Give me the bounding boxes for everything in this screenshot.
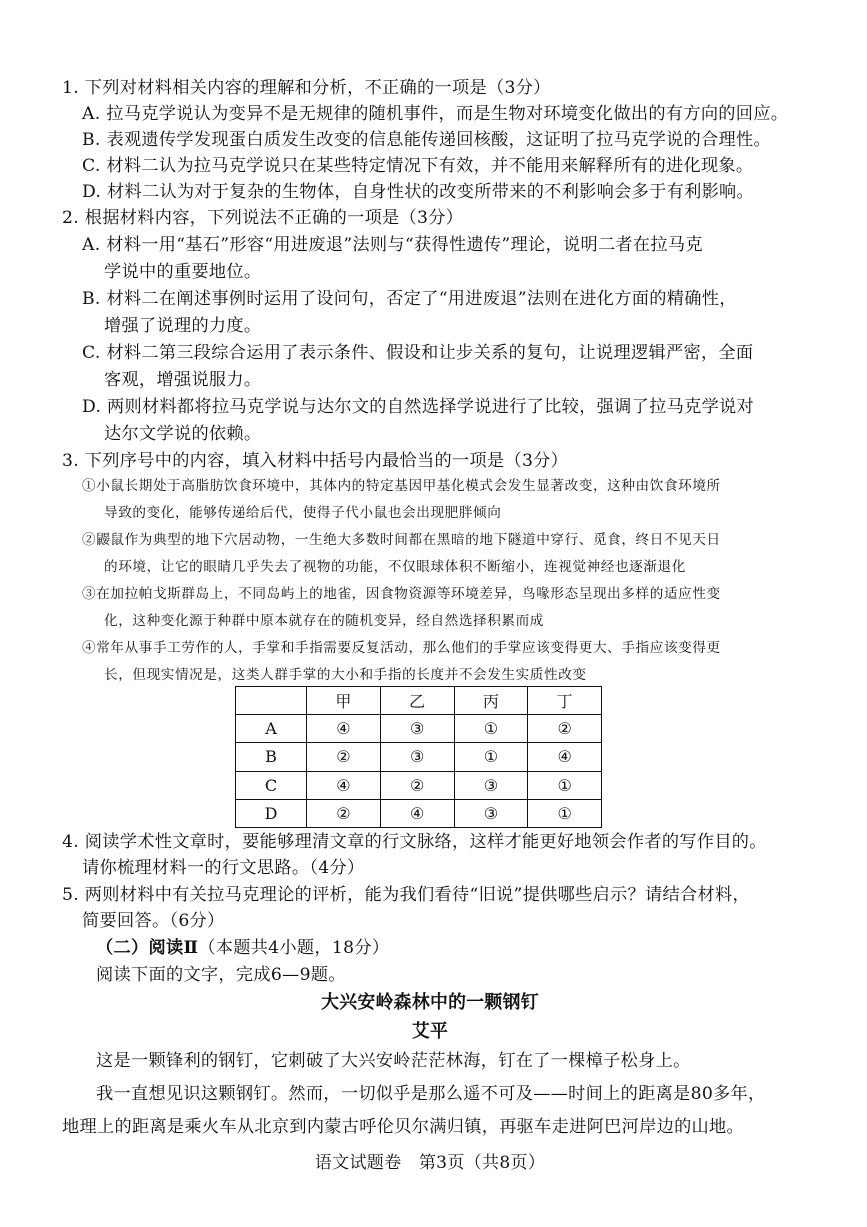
table-row bbox=[236, 771, 602, 799]
q2-option-d-line2: 达尔文学说的依赖。 bbox=[104, 424, 262, 444]
q1-option-c: C. 材料二认为拉马克学说只在某些特定情况下有效，并不能用来解释所有的进化现象。 bbox=[82, 156, 754, 176]
table-header-cell: 乙 bbox=[380, 687, 454, 715]
q4-line1: 4. 阅读学术性文章时，要能够理清文章的行文脉络，这样才能更好地领会作者的写作目的。 bbox=[62, 832, 767, 852]
q1-option-d: D. 材料二认为对于复杂的生物体，自身性状的改变所带来的不利影响会多于有利影响。 bbox=[82, 182, 755, 202]
table-cell: ① bbox=[454, 743, 528, 771]
table-cell: ④ bbox=[528, 743, 602, 771]
section-instruction: 阅读下面的文字，完成6—9题。 bbox=[96, 965, 346, 985]
article-paragraph-1: 这是一颗锋利的钢钉，它刺破了大兴安岭茫茫林海，钉在了一棵樟子松身上。 bbox=[96, 1051, 691, 1071]
article-title: 大兴安岭森林中的一颗钢钉 bbox=[321, 992, 539, 1013]
table-cell: ① bbox=[454, 715, 528, 743]
q5-line2: 简要回答。（6分） bbox=[82, 911, 225, 931]
q3-item1-line1: ①小鼠长期处于高脂肪饮食环境中，其体内的特定基因甲基化模式会发生显著改变，这种由饮食环境所 bbox=[82, 478, 721, 494]
q3-item3-line2: 化，这种变化源于种群中原本就存在的随机变异，经自然选择积累而成 bbox=[104, 613, 545, 629]
q2-option-a-line2: 学说中的重要地位。 bbox=[104, 262, 262, 282]
q2-option-c-line2: 客观，增强说服力。 bbox=[104, 370, 262, 390]
q2-stem: 2. 根据材料内容，下列说法不正确的一项是（3分） bbox=[62, 208, 464, 228]
q1-stem: 1. 下列对材料相关内容的理解和分析，不正确的一项是（3分） bbox=[62, 78, 551, 98]
q1-option-b: B. 表观遗传学发现蛋白质发生改变的信息能传递回核酸，这证明了拉马克学说的合理性。 bbox=[82, 130, 771, 150]
q2-option-b-line2: 增强了说理的力度。 bbox=[104, 316, 262, 336]
q2-option-a-line1: A. 材料一用“基石”形容“用进废退”法则与“获得性遗传”理论，说明二者在拉马克 bbox=[82, 235, 703, 255]
q5-line1: 5. 两则材料中有关拉马克理论的评析，能为我们看待“旧说”提供哪些启示？请结合材料， bbox=[62, 885, 750, 905]
table-header-cell: 丁 bbox=[528, 687, 602, 715]
table-cell: ① bbox=[528, 799, 602, 827]
table-cell: ③ bbox=[380, 715, 454, 743]
q3-item2-line1: ②鼹鼠作为典型的地下穴居动物，一生绝大多数时间都在黑暗的地下隧道中穿行、觅食，终日不见天日 bbox=[82, 532, 721, 548]
table-header-row bbox=[236, 687, 602, 715]
page-footer: 语文试题卷 第3页（共8页） bbox=[314, 1153, 546, 1173]
answer-table bbox=[235, 686, 602, 828]
table-corner-cell bbox=[236, 687, 307, 715]
q3-stem: 3. 下列序号中的内容，填入材料中括号内最恰当的一项是（3分） bbox=[62, 451, 569, 471]
table-cell: ④ bbox=[307, 715, 381, 743]
table-header-cell: 丙 bbox=[454, 687, 528, 715]
q3-item1-line2: 导致的变化，能够传递给后代，使得子代小鼠也会出现肥胖倾向 bbox=[104, 505, 502, 521]
table-cell: ② bbox=[528, 715, 602, 743]
section-heading bbox=[96, 937, 389, 959]
table-row-label: A bbox=[236, 715, 307, 743]
q3-item4-line1: ④常年从事手工劳作的人，手掌和手指需要反复活动，那么他们的手掌应该变得更大、手指应该变得更 bbox=[82, 640, 721, 656]
q3-item4-line2: 长，但现实情况是，这类人群手掌的大小和手指的长度并不会发生实质性改变 bbox=[104, 667, 587, 683]
table-cell: ③ bbox=[380, 743, 454, 771]
table-row-label: C bbox=[236, 771, 307, 799]
table-cell: ② bbox=[307, 743, 381, 771]
table-cell: ① bbox=[528, 771, 602, 799]
table-row bbox=[236, 799, 602, 827]
article-paragraph-2-line1: 我一直想见识这颗钢钉。然而，一切似乎是那么遥不可及——时间上的距离是80多年， bbox=[96, 1084, 766, 1104]
table-cell: ④ bbox=[380, 799, 454, 827]
q2-option-b-line1: B. 材料二在阐述事例时运用了设问句，否定了“用进废退”法则在进化方面的精确性， bbox=[82, 289, 737, 309]
table-row-label: B bbox=[236, 743, 307, 771]
table-row bbox=[236, 743, 602, 771]
article-author: 艾平 bbox=[411, 1021, 449, 1042]
q3-item3-line1: ③在加拉帕戈斯群岛上，不同岛屿上的地雀，因食物资源等环境差异，鸟喙形态呈现出多样的适应性变 bbox=[82, 586, 721, 602]
table-cell: ③ bbox=[454, 799, 528, 827]
table-cell: ③ bbox=[454, 771, 528, 799]
table-header-cell: 甲 bbox=[307, 687, 381, 715]
table-cell: ② bbox=[307, 799, 381, 827]
section-heading-bold: （二）阅读Ⅱ bbox=[96, 938, 199, 958]
q4-line2: 请你梳理材料一的行文思路。（4分） bbox=[82, 858, 365, 878]
q3-item2-line2: 的环境，让它的眼睛几乎失去了视物的功能，不仅眼球体积不断缩小，连视觉神经也逐渐退化 bbox=[104, 559, 686, 575]
table-cell: ② bbox=[380, 771, 454, 799]
section-heading-note: （本题共4小题，18分） bbox=[198, 938, 390, 958]
table-row bbox=[236, 715, 602, 743]
article-paragraph-2-line2: 地理上的距离是乘火车从北京到内蒙古呼伦贝尔满归镇，再驱车走进阿巴河岸边的山地。 bbox=[62, 1117, 745, 1137]
table-row-label: D bbox=[236, 799, 307, 827]
q1-option-a: A. 拉马克学说认为变异不是无规律的随机事件，而是生物对环境变化做出的有方向的回应。 bbox=[82, 104, 789, 124]
q2-option-c-line1: C. 材料二第三段综合运用了表示条件、假设和让步关系的复句，让说理逻辑严密，全面 bbox=[82, 343, 754, 363]
table-cell: ④ bbox=[307, 771, 381, 799]
q2-option-d-line1: D. 两则材料都将拉马克学说与达尔文的自然选择学说进行了比较，强调了拉马克学说对 bbox=[82, 397, 755, 417]
